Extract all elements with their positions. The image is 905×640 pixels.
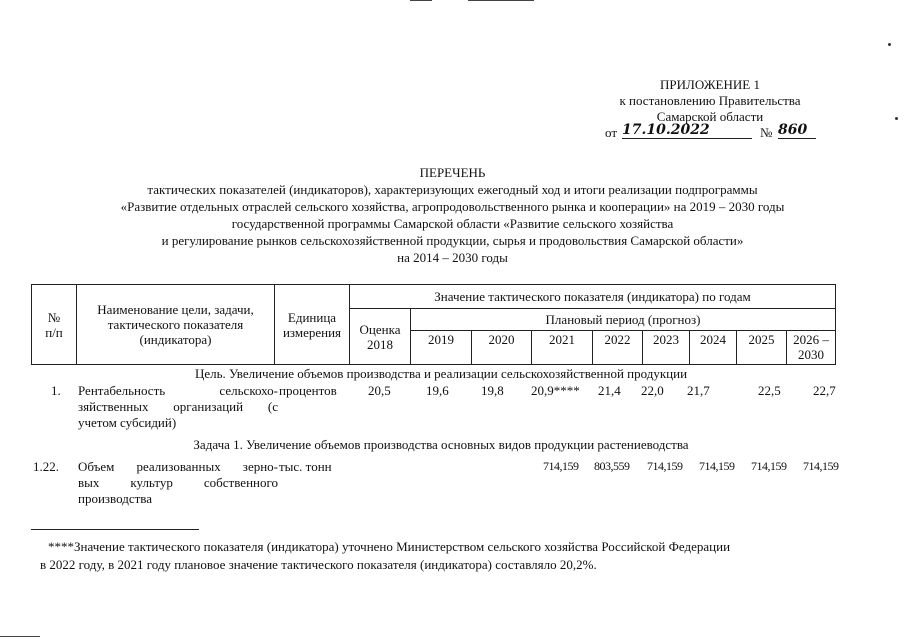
footnote-line2: в 2022 году, в 2021 году плановое значение тактического показателя (индикатора) составляло 20,2%. [40,557,597,572]
row-value: 714,159 [699,459,735,473]
title-line5: на 2014 – 2030 годы [397,250,508,265]
row-name-line: Рентабельность сельскохо- [78,383,278,398]
header-year: 2019 [411,331,472,365]
header-unit: Единица измерения [275,285,350,365]
row-value: 20,9**** [531,383,580,398]
handwritten-date: 17.10.2022 [622,122,752,139]
row-name-line: учетом субсидий) [78,415,177,430]
table-row [31,383,861,431]
row-name-line: вых культур собственного [78,475,278,490]
document-title-block [40,164,865,266]
row-value: 22,7 [813,383,836,398]
header-year: 2026 – 2030 [787,331,836,365]
row-value: 21,4 [598,383,621,398]
row-value: 22,5 [758,383,781,398]
header-year: 2020 [472,331,532,365]
document-title: ПЕРЕЧЕНЬ [419,165,486,180]
indicator-table-header [31,284,836,365]
title-line4: и регулирование рынков сельскохозяйственной продукции, сырья и продовольствия Самарской области» [161,233,744,248]
header-year: 2025 [737,331,787,365]
appendix-date-line [560,122,860,143]
row-value: 19,6 [426,383,449,398]
header-estimate: Оценка 2018 [350,309,411,365]
header-name: Наименование цели, задачи, тактического показателя (индикатора) [77,285,275,365]
header-values: Значение тактического показателя (индикатора) по годам [350,285,836,309]
header-year: 2024 [690,331,737,365]
table-row [31,459,861,507]
number-label: № [760,125,773,140]
scan-mark-top-right [468,0,534,1]
scan-mark-bottom-left [0,636,40,637]
title-line1: тактических показателей (индикаторов), характеризующих ежегодный ход и итоги реализации подпрограммы [147,182,758,197]
row-value: 803,559 [594,459,630,473]
header-year: 2022 [593,331,643,365]
header-year: 2023 [643,331,690,365]
header-num: № п/п [32,285,77,365]
row-name-line: производства [78,491,153,506]
row-value: 22,0 [641,383,664,398]
row-name-line: зяйственных организаций (с [78,399,278,414]
title-line2: «Развитие отдельных отраслей сельского хозяйства, агропродовольственного рынка и кооперации» на 2019 – 2030 годы [120,199,785,214]
row-value: 714,159 [647,459,683,473]
row-unit: процентов [279,383,337,398]
title-line3: государственной программы Самарской области «Развитие сельского хозяйства [231,216,674,231]
appendix-line1: к постановлению Правительства [619,93,801,108]
appendix-line2: Самарской области [656,109,764,124]
appendix-block [560,77,860,143]
goal-heading: Цель. Увеличение объемов производства и реализации сельскохозяйственной продукции [194,366,688,381]
scan-dot [895,117,898,120]
footnote-rule [31,529,199,530]
scan-mark-top-left [410,0,432,1]
row-value: 20,5 [368,383,391,398]
row-name-line: Объем реализованных зерно- [78,459,278,474]
row-num: 1.22. [33,459,59,474]
row-value: 714,159 [543,459,579,473]
header-year: 2021 [532,331,593,365]
row-value: 19,8 [481,383,504,398]
footnote-line1: ****Значение тактического показателя (индикатора) уточнено Министерством сельского хозяйства Российской Федерации [48,539,731,554]
task-heading: Задача 1. Увеличение объемов производства основных видов продукции растениеводства [193,437,689,452]
footnote [40,538,855,574]
header-plan-period: Плановый период (прогноз) [411,309,836,331]
appendix-title: ПРИЛОЖЕНИЕ 1 [660,77,760,92]
date-from-label: от [605,125,618,140]
row-value: 714,159 [751,459,787,473]
row-value: 714,159 [803,459,839,473]
scan-dot [888,43,891,46]
row-num: 1. [51,383,61,398]
row-value: 21,7 [687,383,710,398]
handwritten-number: 860 [778,122,816,139]
row-unit: тыс. тонн [279,459,332,474]
